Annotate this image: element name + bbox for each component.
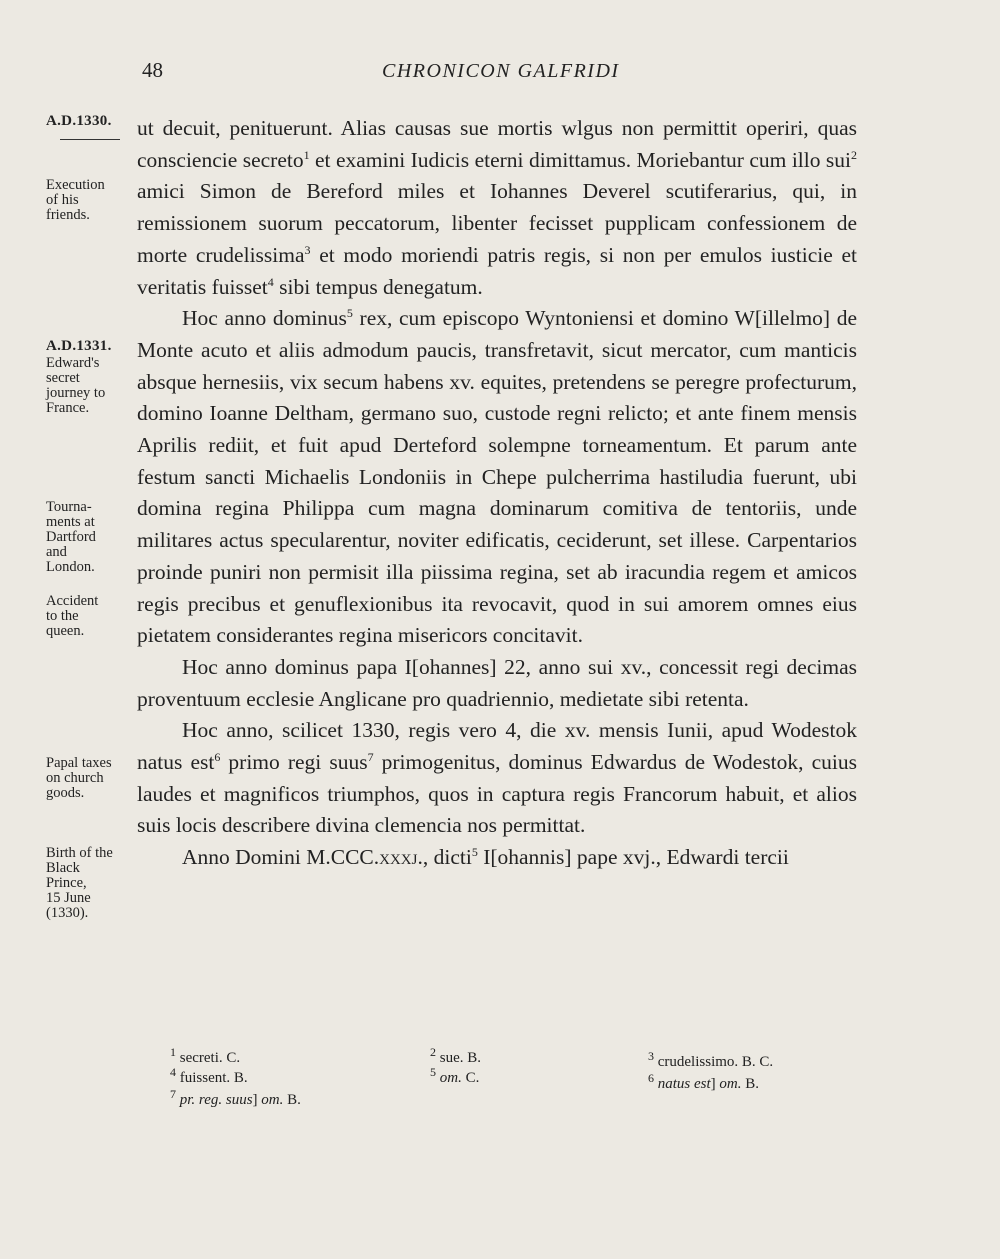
sidenote-line: Tourna- [46,499,92,515]
sidenote-line: Execution [46,177,105,193]
sidenote-line: France. [46,400,90,416]
footnote-3: $^3$ crudelissimo. B. C. [648,1049,774,1070]
footnote-mark: 1 [170,1045,176,1059]
sidenote-line: Edward's [46,355,100,371]
year-label: A.D.1330. [46,113,112,129]
footnote-mark: 6 [648,1071,654,1085]
footnote-ref[interactable]: 7 [367,749,374,764]
footnote-ref[interactable]: 5 [471,845,478,860]
sidenote-line: friends. [46,207,90,223]
year-label: A.D.1331. [46,338,112,354]
sidenote-line: Dartford [46,529,96,545]
sidenote-line: London. [46,559,95,575]
sidenote-line: of his [46,192,79,208]
footnote-mark: 7 [170,1087,176,1101]
page-number: 48 [142,58,163,82]
sidenote-line: Accident [46,593,99,609]
page-header [0,58,1000,90]
sidenote-line: Papal taxes [46,755,112,771]
sidenote-line: secret [46,370,80,386]
sidenote-journey [46,356,138,416]
sidenote-line: ments at [46,514,95,530]
divider [60,139,120,140]
sidenote-accident [46,594,138,639]
footnote-7: $^7$ pr. reg. suus] om. B. [170,1087,301,1108]
sidenote-line: queen. [46,623,85,639]
sidenote-line: and [46,544,67,560]
sidenote-execution [46,178,138,223]
footnote-mark: 4 [170,1065,176,1079]
footnote-mark: 5 [430,1065,436,1079]
footnote-ref[interactable]: 2 [851,147,858,162]
paragraph-1: ut decuit, penituerunt. Alias causas sue mortis wlgus non permittit operiri, quas consciencie secreto$^1$ et examini Iudicis eterni dimittamus. Moriebantur cum illo sui$^2$ amici Simon de Bereford miles et Iohannes Deverel scutiferarius, qui, in remissionem suorum peccatorum, libenter fecisset pupplicam confessionem de morte crudelissima$^3$ et modo moriendi patris regis, si non per emulos iusticie et veritatis fuisset$^4$ sibi tempus denegatum. [137,116,858,299]
sidenote-line: goods. [46,785,85,801]
footnote-ref[interactable]: 4 [267,274,274,289]
footnote-mark: 3 [648,1049,654,1063]
sidenote-line: 15 June [46,890,91,906]
sidenote-line: to the [46,608,79,624]
sidenote-tournaments [46,500,138,575]
sidenote-line: Black [46,860,80,876]
paragraph-5: Anno Domini M.CCC.xxxj., dicti$^5$ I[ohannis] pape xvj., Edwardi tercii [182,845,789,870]
chronicle-text [137,113,857,874]
paragraph-2: Hoc anno dominus$^5$ rex, cum episcopo Wyntoniensi et domino W[illelmo] de Monte acuto et aliis admodum paucis, transfretavit, sicut mercator, cum manticis absque hernesiis, vix secum habens xv. equites, pretendens se peregre profecturum, domino Ioanne Deltham, germano suo, custode regni relicto; et ante finem mensis Aprilis rediit, et fuit apud Derteford solempne torneamentum. Et parum ante festum sancti Michaelis Londoniis in Chepe pulcherrima hastiludia fuerunt, ubi domina regina Philippa cum magna dominarum comitiva de tentoriis, unde militares actus specularentur, noviter edificatis, ceciderunt, set illese. Carpentarios proinde puniri non permisit illa piissima regina, set ab iracundia regem et amicos regis precibus et genuflexionibus ita revocavit, quod in sui amorem omnes eius pietatem considerantes regina misericors concitavit. [137,306,857,648]
paragraph-4: Hoc anno, scilicet 1330, regis vero 4, die xv. mensis Iunii, apud Wodestok natus est$^6$ primo regi suus$^7$ primogenitus, dominus Edwardus de Wodestok, cuius laudes et magnificos triumphos, quos in captura regis Francorum habuit, et alios suis locis describere divina clemencia nos permittat. [137,718,857,838]
footnote-4: $^4$ fuissent. B. [170,1065,248,1086]
paragraph-3: Hoc anno dominus papa I[ohannes] 22, anno sui xv., concessit regi decimas proventuum ecclesie Anglicane pro quadriennio, medietate sibi retenta. [137,654,857,711]
footnote-mark: 2 [430,1045,436,1059]
sidenote-year-1330 [46,114,138,140]
sidenote-line: on church [46,770,104,786]
footnote-2: $^2$ sue. B. [430,1045,481,1066]
sidenote-line: Birth of the [46,845,113,861]
sidenote-papal-taxes [46,756,138,801]
footnote-ref[interactable]: 3 [304,242,311,257]
sidenote-line: (1330). [46,905,89,921]
footnote-ref[interactable]: 1 [303,147,310,162]
footnote-1: $^1$ secreti. C. [170,1045,241,1066]
sidenote-birth [46,846,138,921]
footnote-5: $^5$ om. C. [430,1065,480,1086]
sidenote-line: Prince, [46,875,87,891]
sidenote-line: journey to [46,385,106,401]
year-numeral: M.CCC.xxxj. [306,845,423,870]
footnote-ref[interactable]: 6 [214,749,221,764]
sidenote-year-1331 [46,339,138,354]
running-title: CHRONICON GALFRIDI [382,60,620,82]
footnote-6: $^6$ natus est] om. B. [648,1071,760,1092]
footnote-ref[interactable]: 5 [346,306,353,321]
